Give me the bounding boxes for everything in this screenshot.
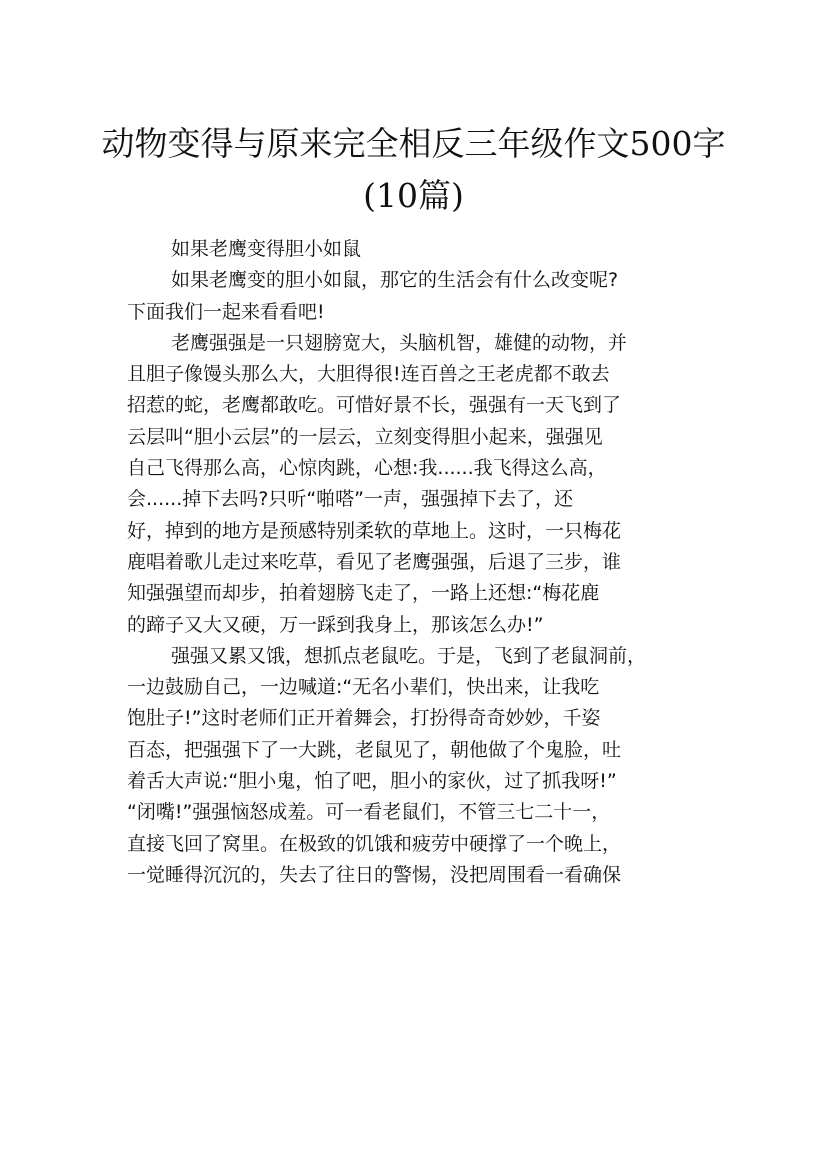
text-line: 百态，把强强下了一大跳，老鼠见了，朝他做了个鬼脸，吐 [127, 738, 622, 761]
title-line-2: (10篇) [363, 176, 464, 216]
text-line: 直接飞回了窝里。在极致的饥饿和疲劳中硬撑了一个晚上， [127, 832, 622, 855]
text-line: 鹿唱着歌儿走过来吃草，看见了老鹰强强，后退了三步，谁 [127, 550, 622, 573]
text-line: 招惹的蛇，老鹰都敢吃。可惜好景不长，强强有一天飞到了 [127, 394, 622, 417]
article-body [127, 234, 713, 891]
text-line: 如果老鹰变的胆小如鼠，那它的生活会有什么改变呢? [171, 269, 619, 292]
text-line: “闭嘴!”强强恼怒成羞。可一看老鼠们，不管三七二十一， [127, 801, 611, 824]
text-line: 云层叫“胆小云层”的一层云，立刻变得胆小起来，强强见 [127, 425, 603, 448]
title-line-1: 动物变得与原来完全相反三年级作文500字 [101, 124, 726, 164]
text-line: 一边鼓励自己，一边喊道:“无名小辈们，快出来，让我吃 [127, 676, 600, 699]
text-line: 的蹄子又大又硬，万一踩到我身上，那该怎么办!” [127, 613, 544, 636]
document-title [70, 118, 757, 222]
text-line: 着舌大声说:“胆小鬼，怕了吧，胆小的家伙，过了抓我呀!” [127, 770, 617, 793]
text-line: 会......掉下去吗?只听“啪嗒”一声，强强掉下去了，还 [127, 488, 574, 511]
text-line: 好，掉到的地方是预感特别柔软的草地上。这时，一只梅花 [127, 519, 622, 542]
text-line: 下面我们一起来看看吧! [127, 300, 325, 323]
text-line: 且胆子像馒头那么大，大胆得很!连百兽之王老虎都不敢去 [127, 363, 610, 386]
text-line: 自己飞得那么高，心惊肉跳，心想:我......我飞得这么高， [127, 457, 607, 480]
text-line: 知强强望而却步，拍着翅膀飞走了，一路上还想:“梅花鹿 [127, 582, 600, 605]
text-line: 饱肚子!”这时老师们正开着舞会，打扮得奇奇妙妙，千姿 [127, 707, 601, 730]
text-line: 一觉睡得沉沉的，失去了往日的警惕，没把周围看一看确保 [127, 863, 622, 886]
text-line: 如果老鹰变得胆小如鼠 [171, 238, 362, 260]
text-line: 老鹰强强是一只翅膀宽大，头脑机智，雄健的动物，并 [171, 331, 628, 354]
text-line: 强强又累又饿，想抓点老鼠吃。于是，飞到了老鼠洞前， [171, 644, 647, 667]
